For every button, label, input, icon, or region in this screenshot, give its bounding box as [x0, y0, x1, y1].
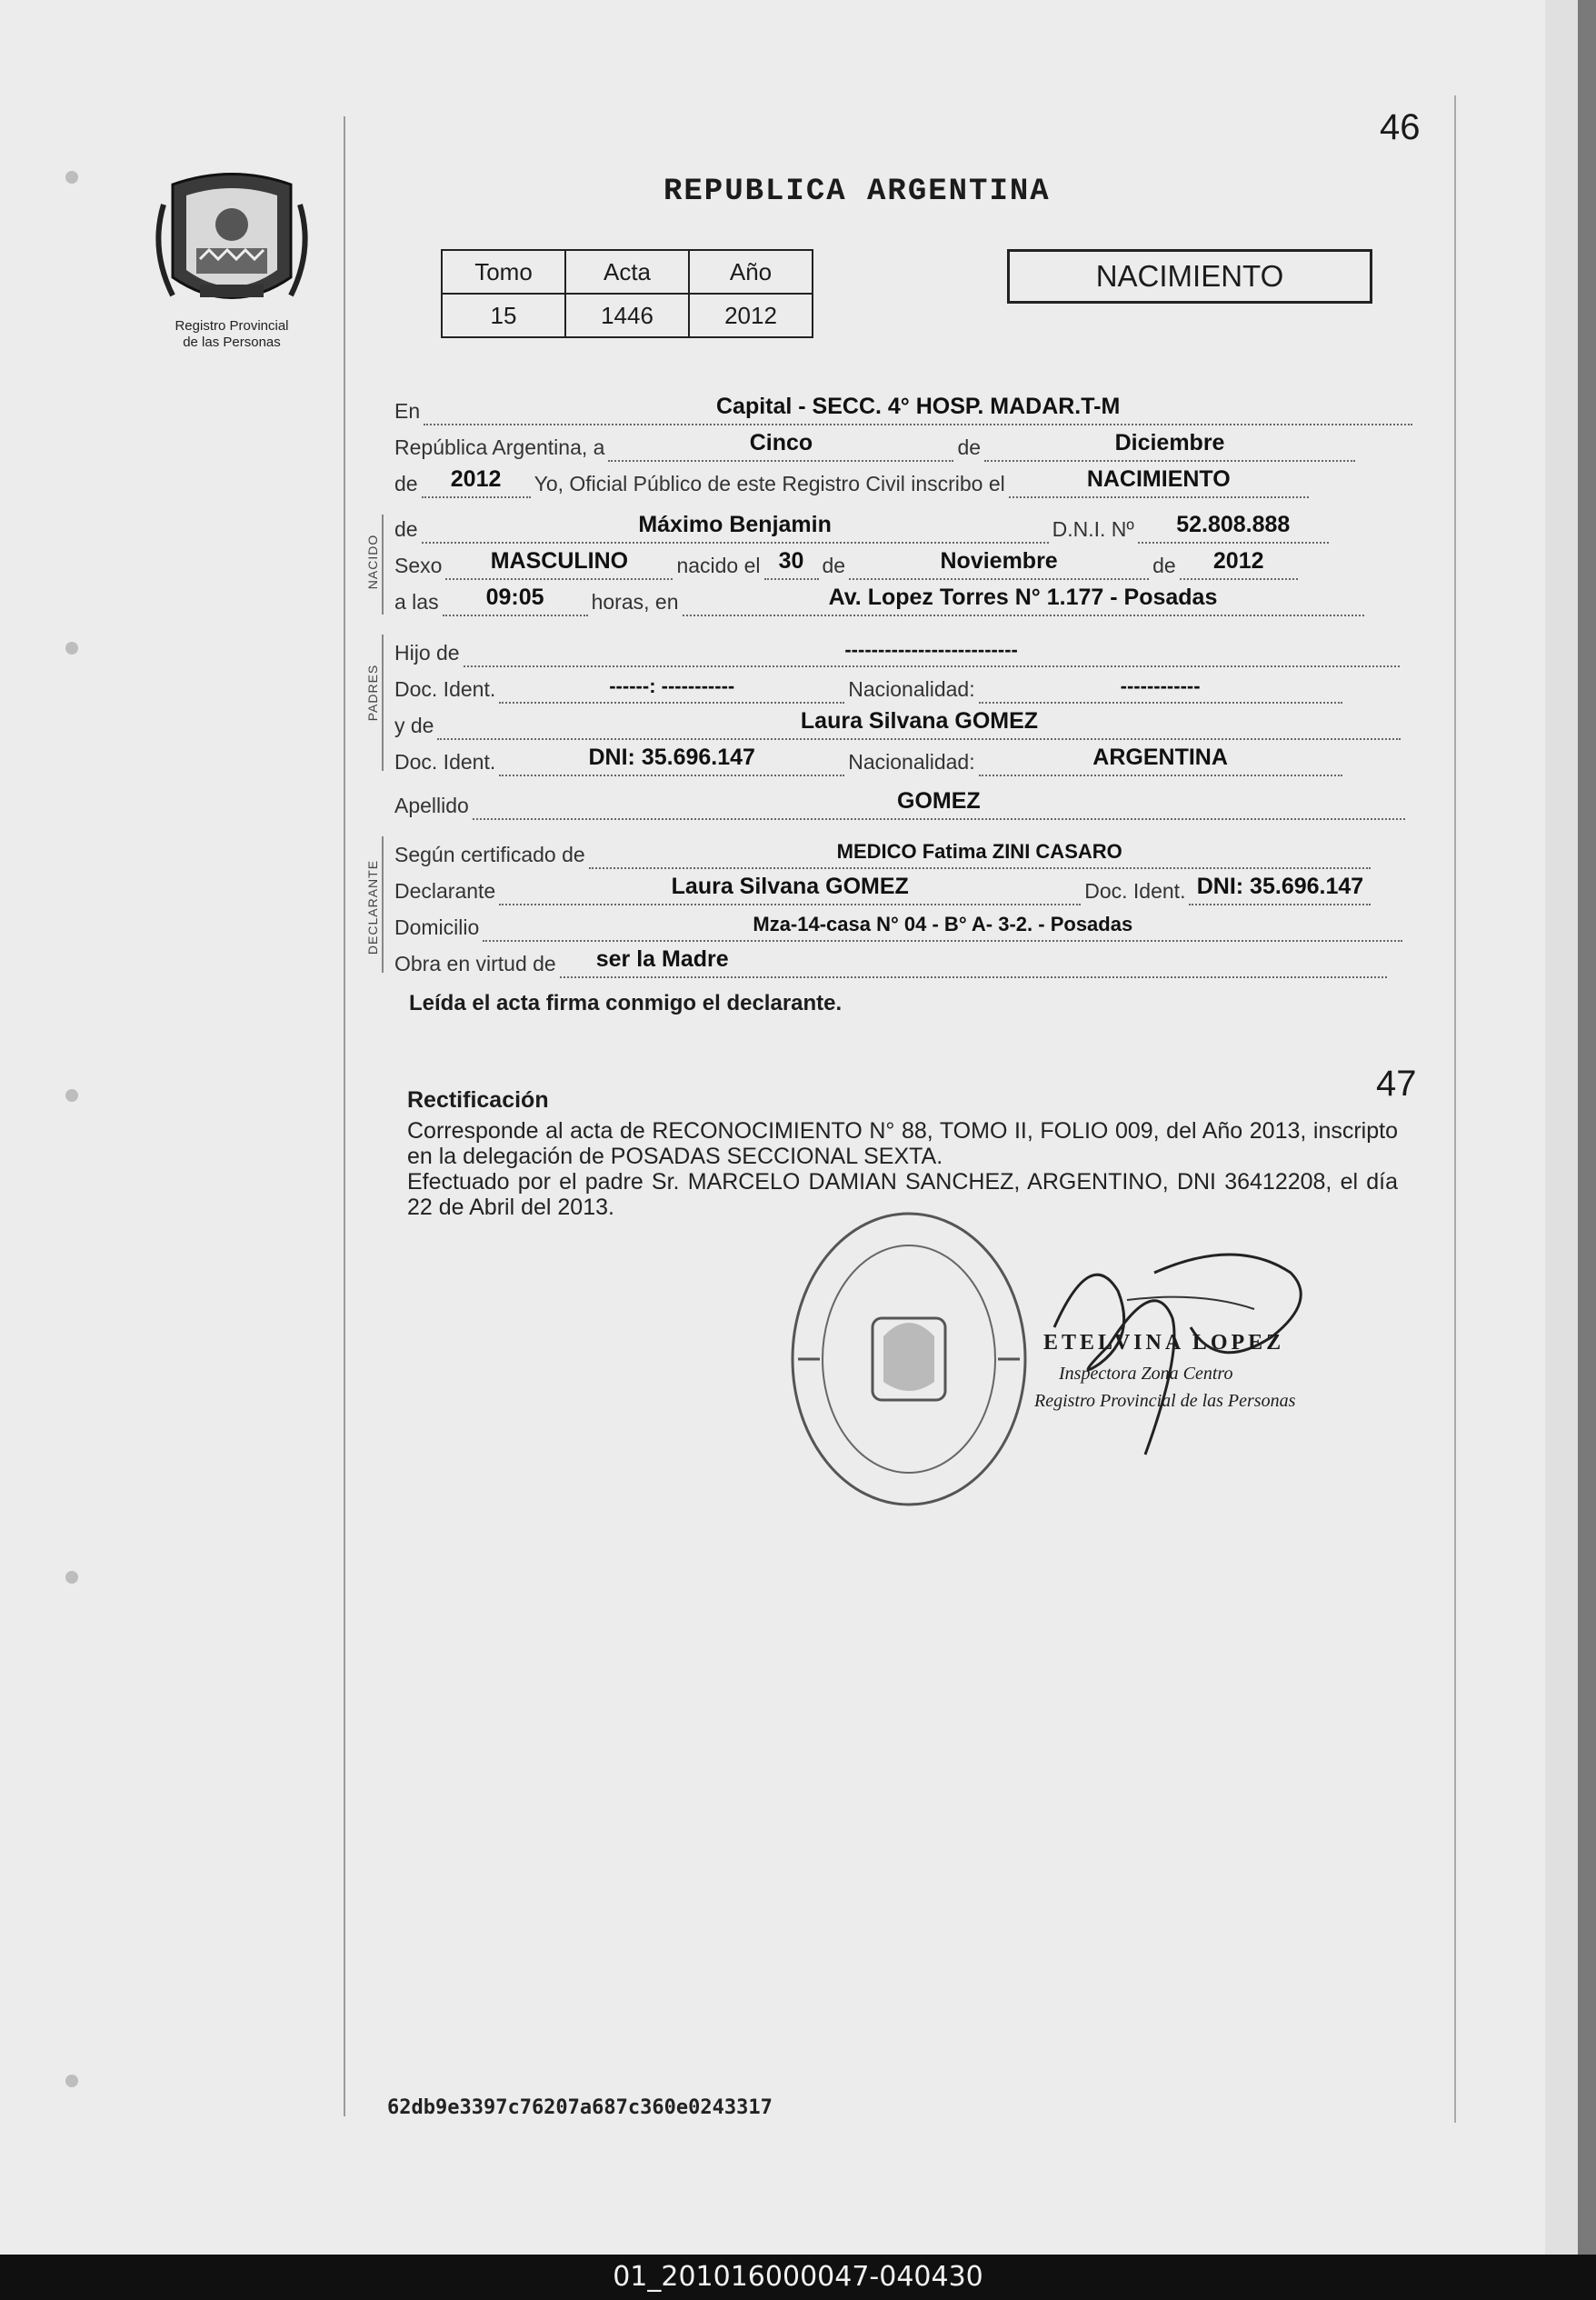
field-label: En — [394, 399, 421, 423]
child-name-field — [422, 507, 1049, 544]
form-row-name — [394, 507, 1332, 544]
capacity-field — [560, 942, 1387, 978]
document-title: REPUBLICA ARGENTINA — [663, 175, 1051, 209]
field-label: Según certificado de — [394, 843, 585, 866]
table-header: Tomo — [442, 250, 565, 294]
form-row-obra — [394, 942, 1391, 978]
field-value: DNI: 35.696.147 — [588, 745, 755, 770]
form-row-declarante — [394, 869, 1374, 905]
form-row-sexo — [394, 544, 1302, 580]
declarant-doc-field — [1189, 869, 1371, 905]
field-value: Noviembre — [940, 548, 1058, 574]
right-margin-rule — [1454, 95, 1456, 2123]
section-bracket — [382, 836, 384, 973]
field-value: Capital - SECC. 4° HOSP. MADAR.T-M — [715, 394, 1121, 419]
field-label: Apellido — [394, 794, 469, 817]
rectification-paragraph: Efectuado por el padre Sr. MARCELO DAMIAN SANCHEZ, ARGENTINO, DNI 36412208, el día 22 de Abril del 2013. — [407, 1169, 1398, 1220]
field-value: -------------------------- — [844, 638, 1018, 661]
field-label: Doc. Ident. — [394, 750, 496, 774]
field-label: y de — [394, 714, 434, 737]
page-number: 46 — [1380, 107, 1421, 147]
birth-year-field — [1180, 544, 1298, 580]
field-value: 2012 — [1212, 548, 1264, 574]
form-row-cert — [394, 833, 1374, 869]
emblem-caption-line: Registro Provincial — [175, 318, 289, 334]
page-edge — [1545, 0, 1578, 2255]
punch-hole — [65, 642, 78, 655]
field-value: NACIMIENTO — [1086, 466, 1231, 492]
emblem-caption-line: de las Personas — [183, 335, 281, 350]
table-cell: 2012 — [689, 294, 813, 337]
field-label: República Argentina, a — [394, 435, 605, 459]
father-doc-field — [499, 667, 844, 704]
form-row-mother — [394, 704, 1404, 740]
table-row — [442, 294, 813, 337]
field-value: Laura Silvana GOMEZ — [800, 708, 1039, 734]
registry-table — [441, 249, 813, 338]
day-field — [608, 425, 953, 462]
signatory-name: ETELVINA LOPEZ — [1043, 1331, 1285, 1355]
inscribo-field — [1009, 462, 1309, 498]
field-value: Av. Lopez Torres N° 1.177 - Posadas — [828, 585, 1218, 610]
punch-hole — [65, 171, 78, 184]
form-row-year — [394, 462, 1312, 498]
field-value: 30 — [778, 548, 804, 574]
field-label: horas, en — [591, 590, 679, 614]
mother-doc-field — [499, 740, 844, 776]
address-field — [483, 905, 1402, 942]
field-label: de — [822, 554, 846, 577]
punch-hole — [65, 2075, 78, 2087]
form-row-domicilio — [394, 905, 1406, 942]
field-value: Laura Silvana GOMEZ — [671, 874, 909, 899]
birth-place-field — [683, 580, 1364, 616]
form-row-father — [394, 631, 1403, 667]
table-header: Acta — [565, 250, 689, 294]
side-label-declarante: DECLARANTE — [365, 859, 380, 955]
table-header: Año — [689, 250, 813, 294]
province-emblem — [136, 168, 327, 359]
field-value: ------------ — [1120, 675, 1201, 697]
official-stamp-icon — [782, 1200, 1036, 1518]
field-label: a las — [394, 590, 439, 614]
field-value: Diciembre — [1114, 430, 1225, 455]
field-value: ARGENTINA — [1092, 745, 1228, 770]
form-row-date — [394, 425, 1359, 462]
certificate-field — [589, 833, 1371, 869]
field-value: GOMEZ — [897, 788, 981, 814]
field-label: nacido el — [676, 554, 761, 577]
form-row-en — [394, 389, 1416, 425]
field-label: de — [394, 517, 418, 541]
field-label: de — [957, 435, 982, 459]
field-value: 2012 — [450, 466, 502, 492]
declarant-name-field — [499, 869, 1081, 905]
mother-nationality-field — [979, 740, 1342, 776]
coat-of-arms-icon — [136, 168, 327, 318]
form-row-apellido — [394, 784, 1409, 820]
field-value: DNI: 35.696.147 — [1196, 874, 1364, 899]
document-hash: 62db9e3397c76207a687c360e0243317 — [387, 2096, 773, 2119]
form-row-time — [394, 580, 1368, 616]
mother-name-field — [437, 704, 1401, 740]
place-field — [424, 389, 1412, 425]
field-value: ------: ----------- — [609, 675, 735, 697]
month-field — [984, 425, 1355, 462]
table-cell: 15 — [442, 294, 565, 337]
field-value: ser la Madre — [595, 946, 729, 972]
official-text: Yo, Oficial Público de este Registro Civil inscribo el — [534, 472, 1005, 495]
document-type-box: NACIMIENTO — [1007, 249, 1372, 304]
section-bracket — [382, 635, 384, 771]
field-label: Nacionalidad: — [848, 750, 975, 774]
field-value: 52.808.888 — [1176, 512, 1291, 537]
signatory-role: Inspectora Zona Centro — [1059, 1364, 1233, 1384]
father-nationality-field — [979, 667, 1342, 704]
table-row — [442, 250, 813, 294]
punch-hole — [65, 1571, 78, 1584]
field-value: MEDICO Fatima ZINI CASARO — [836, 840, 1122, 863]
form-row-mother-doc — [394, 740, 1346, 776]
time-field — [443, 580, 588, 616]
form-row-father-doc — [394, 667, 1346, 704]
signatory-organization: Registro Provincial de las Personas — [1034, 1391, 1296, 1411]
left-margin-rule — [344, 116, 345, 2116]
punch-hole — [65, 1089, 78, 1102]
field-value: Mza-14-casa N° 04 - B° A- 3-2. - Posadas — [753, 913, 1133, 935]
field-label: Hijo de — [394, 641, 460, 665]
scan-filename-bar: 01_201016000047-040430 — [0, 2255, 1596, 2300]
closing-statement: Leída el acta firma conmigo el declarante. — [409, 991, 843, 1015]
sex-field — [445, 544, 673, 580]
side-label-padres: PADRES — [365, 664, 380, 722]
birth-month-field — [849, 544, 1149, 580]
field-label: Domicilio — [394, 915, 480, 939]
father-name-field — [464, 631, 1400, 667]
rectification-paragraph: Corresponde al acta de RECONOCIMIENTO N° 88, TOMO II, FOLIO 009, del Año 2013, inscripto en la delegación de POSADAS SECCIONAL SEXTA. — [407, 1118, 1398, 1169]
year-field — [422, 462, 531, 498]
page-number: 47 — [1376, 1064, 1417, 1104]
field-label: de — [1152, 554, 1176, 577]
field-label: Obra en virtud de — [394, 952, 556, 975]
field-value: 09:05 — [485, 585, 544, 610]
birth-day-field — [764, 544, 819, 580]
field-label: de — [394, 472, 418, 495]
field-value: MASCULINO — [490, 548, 629, 574]
field-label: Nacionalidad: — [848, 677, 975, 701]
rectification-title: Rectificación — [407, 1087, 549, 1113]
side-label-nacido: NACIDO — [365, 534, 380, 590]
field-value: Máximo Benjamin — [638, 512, 832, 537]
field-label: Sexo — [394, 554, 443, 577]
field-label: D.N.I. Nº — [1052, 517, 1134, 541]
table-cell: 1446 — [565, 294, 689, 337]
field-value: Cinco — [749, 430, 813, 455]
field-label: Doc. Ident. — [1084, 879, 1186, 903]
field-label: Doc. Ident. — [394, 677, 496, 701]
field-label: Declarante — [394, 879, 496, 903]
section-bracket — [382, 515, 384, 615]
child-dni-field — [1138, 507, 1329, 544]
surname-field — [473, 784, 1405, 820]
